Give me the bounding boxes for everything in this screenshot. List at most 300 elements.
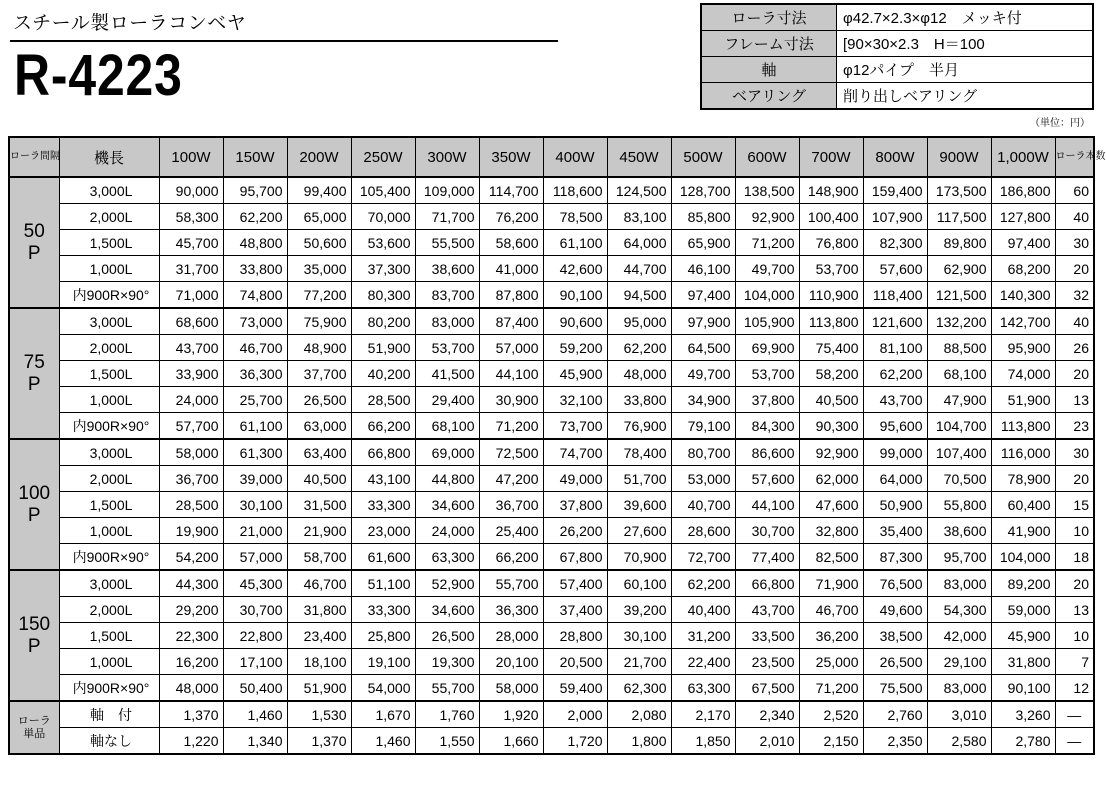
price-cell: 75,400 <box>799 335 863 361</box>
price-cell: 92,900 <box>735 204 799 230</box>
price-cell: 41,000 <box>479 256 543 282</box>
price-cell: 71,900 <box>799 570 863 597</box>
price-cell: 74,700 <box>543 439 607 466</box>
price-cell: 21,700 <box>607 649 671 675</box>
price-cell: 69,900 <box>735 335 799 361</box>
price-cell: 148,900 <box>799 177 863 204</box>
length-cell: 軸 付 <box>59 701 159 728</box>
price-cell: 63,000 <box>287 413 351 440</box>
price-cell: 2,780 <box>991 728 1055 755</box>
price-cell: 57,000 <box>223 544 287 571</box>
price-cell: 35,000 <box>287 256 351 282</box>
price-cell: 2,350 <box>863 728 927 755</box>
price-cell: 63,300 <box>671 675 735 702</box>
price-cell: 58,000 <box>479 675 543 702</box>
price-cell: 43,700 <box>159 335 223 361</box>
price-cell: 42,000 <box>927 623 991 649</box>
price-cell: 45,900 <box>543 361 607 387</box>
price-cell: 34,600 <box>415 597 479 623</box>
price-cell: 59,400 <box>543 675 607 702</box>
price-cell: 22,300 <box>159 623 223 649</box>
width-header: 450W <box>607 137 671 177</box>
price-cell: 73,700 <box>543 413 607 440</box>
price-cell: 66,200 <box>351 413 415 440</box>
price-cell: 39,600 <box>607 492 671 518</box>
price-cell: 38,600 <box>415 256 479 282</box>
price-cell: 1,670 <box>351 701 415 728</box>
price-cell: 24,000 <box>415 518 479 544</box>
length-cell: 3,000L <box>59 570 159 597</box>
price-cell: 114,700 <box>479 177 543 204</box>
spec-value: [90×30×2.3 H＝100 <box>837 31 1094 57</box>
price-cell: 36,200 <box>799 623 863 649</box>
roller-count-cell: 7 <box>1055 649 1094 675</box>
length-cell: 3,000L <box>59 177 159 204</box>
table-row <box>9 177 1094 204</box>
price-cell: 53,600 <box>351 230 415 256</box>
price-cell: 87,300 <box>863 544 927 571</box>
width-header: 400W <box>543 137 607 177</box>
price-cell: 20,100 <box>479 649 543 675</box>
price-cell: 53,700 <box>415 335 479 361</box>
price-cell: 2,010 <box>735 728 799 755</box>
price-cell: 40,700 <box>671 492 735 518</box>
spec-value: 削り出しベアリング <box>837 83 1094 110</box>
spec-row <box>701 57 1093 83</box>
table-row <box>9 544 1094 571</box>
price-cell: 50,600 <box>287 230 351 256</box>
roller-count-cell: 10 <box>1055 518 1094 544</box>
price-cell: 57,700 <box>159 413 223 440</box>
price-cell: 83,000 <box>927 570 991 597</box>
price-cell: 23,000 <box>351 518 415 544</box>
price-cell: 64,500 <box>671 335 735 361</box>
price-cell: 31,800 <box>991 649 1055 675</box>
price-cell: 77,200 <box>287 282 351 309</box>
price-cell: 47,600 <box>799 492 863 518</box>
length-cell: 3,000L <box>59 439 159 466</box>
price-cell: 41,500 <box>415 361 479 387</box>
price-cell: 61,100 <box>543 230 607 256</box>
price-cell: 31,500 <box>287 492 351 518</box>
price-cell: 100,400 <box>799 204 863 230</box>
price-cell: 3,260 <box>991 701 1055 728</box>
price-cell: 107,400 <box>927 439 991 466</box>
length-cell: 1,000L <box>59 387 159 413</box>
spec-value: φ12パイプ 半月 <box>837 57 1094 83</box>
price-cell: 45,700 <box>159 230 223 256</box>
price-cell: 87,400 <box>479 308 543 335</box>
spec-key: フレーム寸法 <box>701 31 837 57</box>
price-cell: 61,100 <box>223 413 287 440</box>
price-cell: 68,600 <box>159 308 223 335</box>
price-cell: 33,500 <box>735 623 799 649</box>
width-header: 700W <box>799 137 863 177</box>
price-cell: 29,200 <box>159 597 223 623</box>
price-cell: 21,900 <box>287 518 351 544</box>
price-cell: 138,500 <box>735 177 799 204</box>
length-cell: 軸なし <box>59 728 159 755</box>
price-cell: 23,400 <box>287 623 351 649</box>
table-row <box>9 728 1094 755</box>
length-header: 機長 <box>59 137 159 177</box>
roller-count-cell: 12 <box>1055 675 1094 702</box>
price-cell: 61,600 <box>351 544 415 571</box>
price-cell: 53,700 <box>799 256 863 282</box>
model-number: R-4223 <box>14 43 183 108</box>
table-row <box>9 701 1094 728</box>
table-row <box>9 649 1094 675</box>
pitch-group <box>9 439 1094 570</box>
price-cell: 34,600 <box>415 492 479 518</box>
price-cell: 95,600 <box>863 413 927 440</box>
price-cell: 45,300 <box>223 570 287 597</box>
price-cell: 28,500 <box>351 387 415 413</box>
price-cell: 54,300 <box>927 597 991 623</box>
price-cell: 23,500 <box>735 649 799 675</box>
roller-count-cell: 40 <box>1055 204 1094 230</box>
price-cell: 142,700 <box>991 308 1055 335</box>
price-cell: 51,900 <box>991 387 1055 413</box>
price-cell: 47,200 <box>479 466 543 492</box>
price-cell: 57,600 <box>735 466 799 492</box>
pitch-header: ローラ間隔 <box>9 137 59 177</box>
price-cell: 76,200 <box>479 204 543 230</box>
roller-count-cell: 13 <box>1055 597 1094 623</box>
price-cell: 71,200 <box>799 675 863 702</box>
price-cell: 3,010 <box>927 701 991 728</box>
pitch-group <box>9 308 1094 439</box>
price-cell: 97,400 <box>991 230 1055 256</box>
spec-row <box>701 83 1093 110</box>
roller-count-cell: 20 <box>1055 570 1094 597</box>
price-cell: 1,920 <box>479 701 543 728</box>
price-cell: 71,200 <box>735 230 799 256</box>
width-header: 150W <box>223 137 287 177</box>
price-cell: 51,900 <box>287 675 351 702</box>
price-cell: 159,400 <box>863 177 927 204</box>
price-cell: 26,500 <box>415 623 479 649</box>
price-cell: 97,900 <box>671 308 735 335</box>
roller-count-cell: 40 <box>1055 308 1094 335</box>
price-cell: 51,700 <box>607 466 671 492</box>
price-cell: 57,000 <box>479 335 543 361</box>
spec-key: 軸 <box>701 57 837 83</box>
table-row <box>9 492 1094 518</box>
price-cell: 42,600 <box>543 256 607 282</box>
price-cell: 28,000 <box>479 623 543 649</box>
width-header: 900W <box>927 137 991 177</box>
price-cell: 37,800 <box>735 387 799 413</box>
price-cell: 83,700 <box>415 282 479 309</box>
price-cell: 79,100 <box>671 413 735 440</box>
price-cell: 46,700 <box>223 335 287 361</box>
price-cell: 113,800 <box>991 413 1055 440</box>
price-cell: 39,000 <box>223 466 287 492</box>
price-cell: 90,600 <box>543 308 607 335</box>
price-cell: 33,800 <box>607 387 671 413</box>
price-cell: 65,900 <box>671 230 735 256</box>
price-cell: 84,300 <box>735 413 799 440</box>
price-cell: 33,300 <box>351 597 415 623</box>
price-cell: 1,550 <box>415 728 479 755</box>
price-cell: 78,400 <box>607 439 671 466</box>
price-cell: 36,700 <box>159 466 223 492</box>
price-cell: 76,900 <box>607 413 671 440</box>
price-cell: 1,370 <box>159 701 223 728</box>
price-cell: 24,000 <box>159 387 223 413</box>
price-cell: 19,100 <box>351 649 415 675</box>
price-cell: 19,900 <box>159 518 223 544</box>
pitch-label: 100 P <box>9 439 59 570</box>
price-cell: 66,200 <box>479 544 543 571</box>
price-cell: 1,800 <box>607 728 671 755</box>
price-cell: 2,520 <box>799 701 863 728</box>
price-cell: 34,900 <box>671 387 735 413</box>
price-cell: 36,300 <box>479 597 543 623</box>
price-cell: 44,800 <box>415 466 479 492</box>
price-cell: 99,400 <box>287 177 351 204</box>
table-row <box>9 413 1094 440</box>
roller-count-cell: 20 <box>1055 361 1094 387</box>
price-cell: 78,500 <box>543 204 607 230</box>
price-cell: 28,800 <box>543 623 607 649</box>
price-cell: 83,000 <box>415 308 479 335</box>
price-cell: 67,800 <box>543 544 607 571</box>
width-header: 500W <box>671 137 735 177</box>
roller-count-cell: 60 <box>1055 177 1094 204</box>
price-cell: 27,600 <box>607 518 671 544</box>
price-cell: 90,100 <box>543 282 607 309</box>
price-cell: 1,720 <box>543 728 607 755</box>
width-header: 350W <box>479 137 543 177</box>
price-cell: 83,100 <box>607 204 671 230</box>
price-cell: 37,300 <box>351 256 415 282</box>
roller-count-cell: 15 <box>1055 492 1094 518</box>
price-cell: 2,000 <box>543 701 607 728</box>
price-cell: 92,900 <box>799 439 863 466</box>
price-cell: 46,700 <box>287 570 351 597</box>
price-cell: 19,300 <box>415 649 479 675</box>
price-cell: 38,600 <box>927 518 991 544</box>
table-row <box>9 439 1094 466</box>
single-roller-label: ローラ 単品 <box>9 701 59 754</box>
table-row <box>9 361 1094 387</box>
price-cell: 71,000 <box>159 282 223 309</box>
price-cell: 87,800 <box>479 282 543 309</box>
price-cell: 132,200 <box>927 308 991 335</box>
table-row <box>9 466 1094 492</box>
count-header: ローラ本数 <box>1055 137 1094 177</box>
price-cell: 53,000 <box>671 466 735 492</box>
price-cell: 44,100 <box>735 492 799 518</box>
price-cell: 25,800 <box>351 623 415 649</box>
price-cell: 82,300 <box>863 230 927 256</box>
price-cell: 38,500 <box>863 623 927 649</box>
price-cell: 1,340 <box>223 728 287 755</box>
price-cell: 58,200 <box>799 361 863 387</box>
price-cell: 83,000 <box>927 675 991 702</box>
price-cell: 2,170 <box>671 701 735 728</box>
price-cell: 75,500 <box>863 675 927 702</box>
price-cell: 21,000 <box>223 518 287 544</box>
price-cell: 31,200 <box>671 623 735 649</box>
price-cell: 31,700 <box>159 256 223 282</box>
price-cell: 140,300 <box>991 282 1055 309</box>
price-cell: 1,460 <box>351 728 415 755</box>
price-cell: 55,700 <box>479 570 543 597</box>
pitch-label: 150 P <box>9 570 59 701</box>
price-cell: 58,700 <box>287 544 351 571</box>
length-cell: 内900R×90° <box>59 413 159 440</box>
spec-body <box>701 4 1093 109</box>
product-subtitle: スチール製ローラコンベヤ <box>13 13 247 34</box>
price-cell: 48,800 <box>223 230 287 256</box>
price-cell: 28,500 <box>159 492 223 518</box>
price-cell: 107,900 <box>863 204 927 230</box>
price-cell: 48,000 <box>159 675 223 702</box>
spec-value: φ42.7×2.3×φ12 メッキ付 <box>837 4 1094 31</box>
length-cell: 内900R×90° <box>59 282 159 309</box>
price-cell: 97,400 <box>671 282 735 309</box>
price-cell: 49,700 <box>735 256 799 282</box>
price-cell: 29,400 <box>415 387 479 413</box>
price-cell: 40,400 <box>671 597 735 623</box>
price-cell: 124,500 <box>607 177 671 204</box>
price-cell: 70,500 <box>927 466 991 492</box>
price-cell: 64,000 <box>863 466 927 492</box>
price-cell: 105,400 <box>351 177 415 204</box>
length-cell: 1,500L <box>59 361 159 387</box>
price-cell: 113,800 <box>799 308 863 335</box>
price-cell: 1,660 <box>479 728 543 755</box>
price-cell: 86,600 <box>735 439 799 466</box>
spec-row <box>701 31 1093 57</box>
price-cell: 118,400 <box>863 282 927 309</box>
roller-count-cell: 26 <box>1055 335 1094 361</box>
price-cell: 32,800 <box>799 518 863 544</box>
price-cell: 48,900 <box>287 335 351 361</box>
price-cell: 104,000 <box>991 544 1055 571</box>
price-cell: 46,700 <box>799 597 863 623</box>
price-cell: 50,900 <box>863 492 927 518</box>
price-cell: 62,200 <box>223 204 287 230</box>
price-cell: 95,700 <box>223 177 287 204</box>
price-cell: 32,100 <box>543 387 607 413</box>
price-cell: 31,800 <box>287 597 351 623</box>
price-cell: 78,900 <box>991 466 1055 492</box>
price-cell: 90,100 <box>991 675 1055 702</box>
price-cell: 43,700 <box>735 597 799 623</box>
table-row <box>9 623 1094 649</box>
pitch-group <box>9 570 1094 701</box>
width-header: 300W <box>415 137 479 177</box>
price-cell: 68,100 <box>415 413 479 440</box>
price-cell: 62,000 <box>799 466 863 492</box>
price-cell: 2,340 <box>735 701 799 728</box>
price-cell: 58,000 <box>159 439 223 466</box>
length-cell: 2,000L <box>59 597 159 623</box>
length-cell: 1,500L <box>59 230 159 256</box>
width-header: 200W <box>287 137 351 177</box>
price-cell: 26,200 <box>543 518 607 544</box>
length-cell: 内900R×90° <box>59 675 159 702</box>
price-cell: 76,500 <box>863 570 927 597</box>
price-cell: 30,700 <box>735 518 799 544</box>
price-cell: 1,370 <box>287 728 351 755</box>
price-cell: 73,000 <box>223 308 287 335</box>
price-cell: 22,400 <box>671 649 735 675</box>
price-cell: 60,400 <box>991 492 1055 518</box>
price-cell: 127,800 <box>991 204 1055 230</box>
price-cell: 1,460 <box>223 701 287 728</box>
table-row <box>9 675 1094 702</box>
price-cell: 71,700 <box>415 204 479 230</box>
price-cell: 80,700 <box>671 439 735 466</box>
price-cell: 40,500 <box>287 466 351 492</box>
price-cell: 37,700 <box>287 361 351 387</box>
table-row <box>9 256 1094 282</box>
price-cell: 37,800 <box>543 492 607 518</box>
price-cell: 90,000 <box>159 177 223 204</box>
price-cell: 25,700 <box>223 387 287 413</box>
roller-count-cell: — <box>1055 728 1094 755</box>
price-cell: 2,080 <box>607 701 671 728</box>
price-cell: 33,900 <box>159 361 223 387</box>
price-cell: 28,600 <box>671 518 735 544</box>
price-cell: 80,300 <box>351 282 415 309</box>
roller-count-cell: — <box>1055 701 1094 728</box>
spec-table <box>700 3 1094 110</box>
price-cell: 33,300 <box>351 492 415 518</box>
title-rule <box>10 40 558 42</box>
price-cell: 29,100 <box>927 649 991 675</box>
width-header: 250W <box>351 137 415 177</box>
table-row <box>9 230 1094 256</box>
price-cell: 58,300 <box>159 204 223 230</box>
roller-count-cell: 20 <box>1055 466 1094 492</box>
spec-row <box>701 4 1093 31</box>
price-cell: 53,700 <box>735 361 799 387</box>
price-cell: 89,800 <box>927 230 991 256</box>
price-cell: 17,100 <box>223 649 287 675</box>
length-cell: 2,000L <box>59 204 159 230</box>
table-row <box>9 282 1094 309</box>
price-cell: 48,000 <box>607 361 671 387</box>
price-cell: 121,600 <box>863 308 927 335</box>
price-cell: 44,300 <box>159 570 223 597</box>
width-header: 600W <box>735 137 799 177</box>
price-cell: 36,300 <box>223 361 287 387</box>
price-cell: 82,500 <box>799 544 863 571</box>
price-cell: 63,400 <box>287 439 351 466</box>
price-cell: 20,500 <box>543 649 607 675</box>
pitch-label: 75 P <box>9 308 59 439</box>
price-cell: 77,400 <box>735 544 799 571</box>
roller-count-cell: 20 <box>1055 256 1094 282</box>
price-cell: 30,900 <box>479 387 543 413</box>
price-cell: 55,800 <box>927 492 991 518</box>
length-cell: 2,000L <box>59 466 159 492</box>
length-cell: 2,000L <box>59 335 159 361</box>
price-cell: 39,200 <box>607 597 671 623</box>
price-cell: 16,200 <box>159 649 223 675</box>
price-cell: 49,600 <box>863 597 927 623</box>
price-cell: 64,000 <box>607 230 671 256</box>
price-cell: 57,400 <box>543 570 607 597</box>
table-row <box>9 518 1094 544</box>
price-cell: 62,900 <box>927 256 991 282</box>
